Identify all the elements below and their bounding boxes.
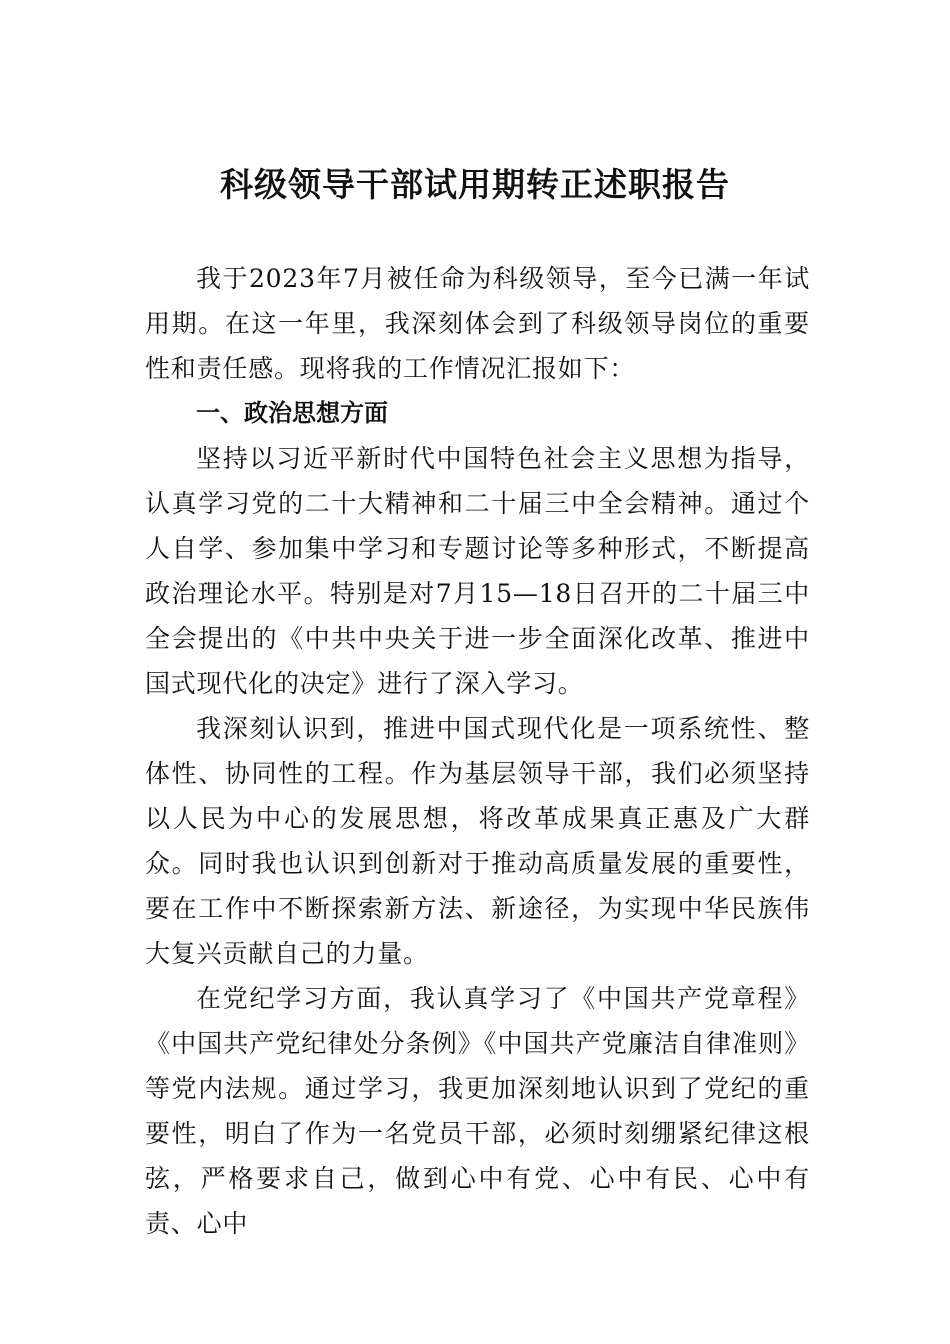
intro-paragraph: 我于2023年7月被任命为科级领导，至今已满一年试用期。在这一年里，我深刻体会到了科级领导岗位的重要性和责任感。现将我的工作情况汇报如下： — [145, 264, 810, 383]
body-paragraph: 坚持以习近平新时代中国特色社会主义思想为指导，认真学习党的二十大精神和二十届三中全会精神。通过个人自学、参加集中学习和专题讨论等多种形式，不断提高政治理论水平。特别是对7月15—18日召开的二十届三中全会提出的《中共中央关于进一步全面深化改革、推进中国式现代化的决定》进行了深入学习。 — [145, 444, 810, 698]
body-paragraph: 我深刻认识到，推进中国式现代化是一项系统性、整体性、协同性的工程。作为基层领导干部，我们必须坚持以人民为中心的发展思想，将改革成果真正惠及广大群众。同时我也认识到创新对于推动高质量发展的重要性，要在工作中不断探索新方法、新途径，为实现中华民族伟大复兴贡献自己的力量。 — [145, 714, 810, 968]
document-body — [145, 256, 810, 1246]
body-paragraph: 在党纪学习方面，我认真学习了《中国共产党章程》《中国共产党纪律处分条例》《中国共产党廉洁自律准则》等党内法规。通过学习，我更加深刻地认识到了党纪的重要性，明白了作为一名党员干部，必须时刻绷紧纪律这根弦，严格要求自己，做到心中有党、心中有民、心中有责、心中 — [145, 984, 810, 1238]
document-title: 科级领导干部试用期转正述职报告 — [220, 165, 730, 204]
section-heading-political: 一、政治思想方面 — [196, 399, 388, 427]
